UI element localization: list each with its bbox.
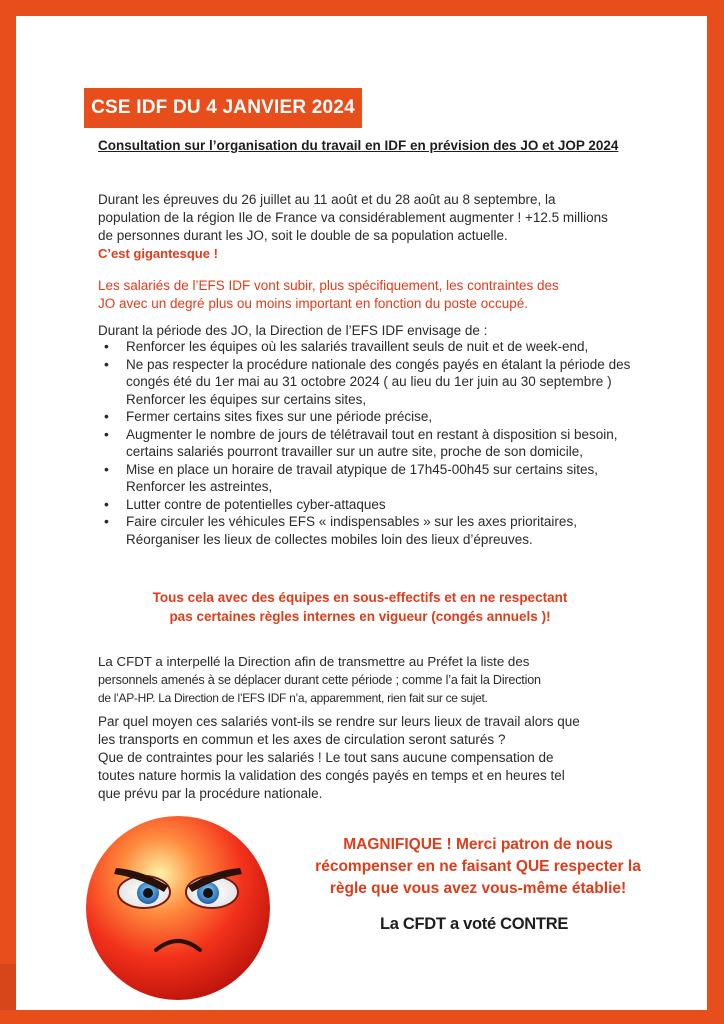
list-item: • Mise en place un horaire de travail atypique de 17h45-00h45 sur certains sites, Renforcer les astreintes,: [104, 461, 634, 496]
question-paragraph: [98, 713, 638, 803]
vote-statement: La CFDT a voté CONTRE: [379, 915, 569, 933]
intro-line-1: Durant les épreuves du 26 juillet au 11 août et du 28 août au 8 septembre, la: [98, 192, 556, 207]
warning-text: [120, 588, 600, 626]
cfdt-line-1: La CFDT a interpellé la Direction afin de transmettre au Préfet la liste des: [98, 654, 530, 669]
list-item: • Fermer certains sites fixes sur une période précise,: [104, 408, 634, 426]
subtitle: Consultation sur l’organisation du travail en IDF en prévision des JO et JOP 2024: [98, 138, 619, 153]
angry-face-icon: [82, 812, 274, 1004]
cfdt-line-3: de l’AP-HP. La Direction de l’EFS IDF n’a, apparemment, rien fait sur ce sujet.: [98, 691, 488, 705]
warning-line-1: Tous cela avec des équipes en sous-effectifs et en ne respectant: [152, 590, 568, 605]
magnifique-message: [288, 834, 668, 900]
corner-band: [0, 964, 16, 1010]
list-item: • Renforcer les équipes où les salariés travaillent seuls de nuit et de week-end,: [104, 338, 634, 356]
red-paragraph-line-1: Les salariés de l’EFS IDF vont subir, plus spécifiquement, les contraintes des: [98, 278, 559, 293]
cfdt-paragraph: [98, 653, 638, 689]
question-line-5: que prévu par la procédure nationale.: [98, 786, 323, 801]
intro-paragraph: [98, 191, 638, 245]
list-item: • Augmenter le nombre de jours de télétravail tout en restant à disposition si besoin, certains salariés pourront travailler sur un autre site, proche de son domicile,: [104, 426, 634, 461]
question-line-3: Que de contraintes pour les salariés ! Le tout sans aucune compensation de: [98, 750, 554, 765]
measures-list: [104, 338, 634, 548]
question-line-4: toutes nature hormis la validation des congés payés en temps et en heures tel: [98, 768, 565, 783]
intro-line-3: de personnes durant les JO, soit le double de sa population actuelle.: [98, 228, 508, 243]
intro-line-2: population de la région Ile de France va considérablement augmenter ! +12.5 millions: [98, 210, 608, 225]
red-paragraph-line-2: JO avec un degré plus ou moins important en fonction du poste occupé.: [98, 296, 529, 311]
magnifique-line-1: MAGNIFIQUE ! Merci patron de nous: [343, 836, 613, 853]
intro-exclamation: C’est gigantesque !: [98, 246, 218, 261]
list-item: • Lutter contre de potentielles cyber-attaques: [104, 496, 634, 514]
list-intro: Durant la période des JO, la Direction de l’EFS IDF envisage de :: [98, 323, 488, 338]
cfdt-line-2: personnels amenés à se déplacer durant cette période ; comme l’a fait la Direction: [98, 673, 541, 687]
page-title: CSE IDF DU 4 JANVIER 2024: [84, 88, 362, 128]
magnifique-line-2: récompenser en ne faisant QUE respecter la: [315, 858, 641, 875]
question-line-2: les transports en commun et les axes de circulation seront saturés ?: [98, 732, 506, 747]
list-item: • Faire circuler les véhicules EFS « indispensables » sur les axes prioritaires, Réorganiser les lieux de collectes mobiles loin des lieux d’épreuves.: [104, 513, 634, 548]
red-paragraph: [98, 277, 638, 313]
magnifique-line-3: règle que vous avez vous-même établie!: [329, 880, 627, 897]
warning-line-2: pas certaines règles internes en vigueur (congés annuels )!: [169, 609, 551, 624]
list-item: • Ne pas respecter la procédure nationale des congés payés en étalant la période des congés été du 1er mai au 31 octobre 2024 ( au lieu du 1er juin au 30 septembre ) Renforcer les équipes sur certains sites,: [104, 356, 634, 409]
question-line-1: Par quel moyen ces salariés vont-ils se rendre sur leurs lieux de travail alors que: [98, 714, 580, 729]
